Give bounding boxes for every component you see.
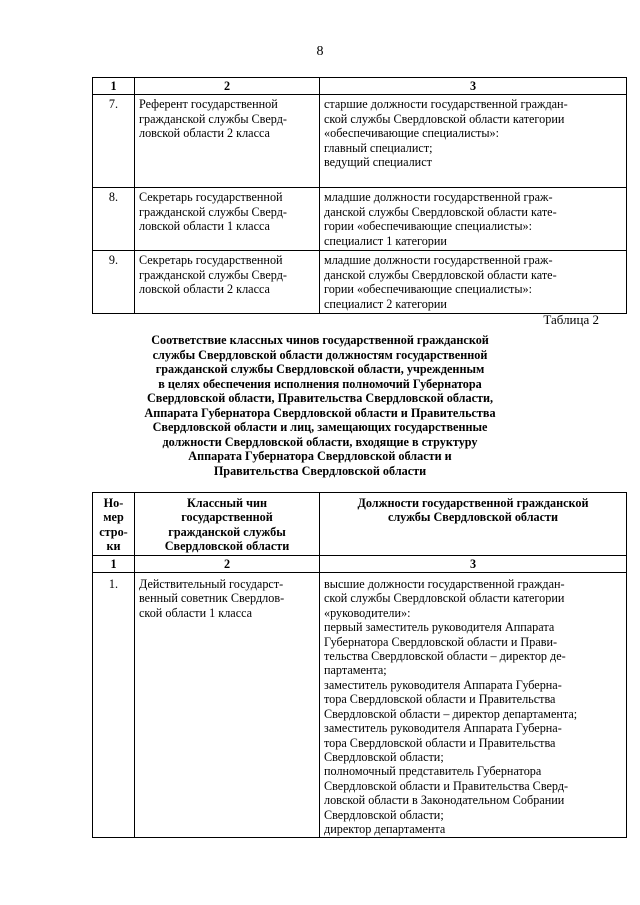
heading-line: должности Свердловской области, входящие в структуру (162, 434, 478, 449)
text-line: службы Свердловской области (387, 510, 559, 525)
heading-line: службы Свердловской области должностям государственной (152, 347, 488, 362)
text-line: ловской области 1 класса (139, 219, 270, 234)
column-number: 1 (93, 555, 135, 572)
positions-cell (320, 573, 627, 838)
row-number: 8. (93, 188, 135, 251)
text-line: директор департамента (324, 821, 446, 836)
text-line: гражданской службы Сверд- (139, 204, 287, 219)
text-line: заместитель руководителя Аппарата Губерна- (324, 721, 562, 736)
text-line: данской службы Свердловской области кате- (324, 267, 557, 282)
positions-cell (320, 251, 627, 314)
heading-line: Аппарата Губернатора Свердловской области и (188, 449, 452, 463)
text-line: ской области 1 класса (139, 605, 253, 620)
text-line: ской службы Свердловской области категории (324, 591, 565, 606)
column-number-row (93, 555, 627, 572)
row-number: 7. (93, 95, 135, 188)
text-line: мер (103, 510, 124, 525)
table-row (93, 188, 627, 251)
heading-line: Соответствие классных чинов государственной гражданской (151, 333, 489, 347)
text-line: Свердловской области; (324, 749, 444, 764)
text-line: «руководители»: (324, 605, 411, 620)
heading-line: Аппарата Губернатора Свердловской области и Правительства (144, 405, 496, 420)
text-line: специалист 1 категории (324, 233, 447, 248)
header-cell-positions (320, 493, 627, 556)
positions-cell (320, 188, 627, 251)
heading-line: Свердловской области и лиц, замещающих государственные (152, 420, 488, 434)
text-line: первый заместитель руководителя Аппарата (324, 620, 555, 635)
text-line: тора Свердловской области и Правительства (324, 692, 556, 707)
column-number: 1 (93, 78, 135, 95)
ranks-table-2 (92, 492, 627, 838)
text-line: младшие должности государственной граж- (324, 190, 553, 205)
text-line: Секретарь государственной (139, 190, 283, 205)
text-line: ской службы Свердловской области категории (324, 111, 565, 126)
heading-line: в целях обеспечения исполнения полномочий Губернатора (158, 376, 482, 391)
ranks-table-continued (92, 77, 627, 314)
text-line: государственной (181, 510, 273, 525)
text-line: ловской области 2 класса (139, 282, 270, 297)
text-line: ведущий специалист (324, 155, 432, 170)
positions-cell (320, 95, 627, 188)
text-line: высшие должности государственной граждан- (324, 577, 565, 592)
rank-cell (135, 251, 320, 314)
page-number: 8 (316, 44, 324, 59)
text-line: Секретарь государственной (139, 253, 283, 268)
header-row (93, 493, 627, 556)
text-line: тора Свердловской области и Правительства (324, 735, 556, 750)
text-line: гории «обеспечивающие специалисты»: (324, 219, 532, 234)
heading-line: Свердловской области, Правительства Свердловской области, (146, 391, 494, 405)
text-line: стро- (99, 524, 128, 539)
column-number: 3 (320, 78, 627, 95)
column-number: 2 (135, 555, 320, 572)
text-line: заместитель руководителя Аппарата Губерна- (324, 677, 562, 692)
text-line: Губернатора Свердловской области и Прави- (324, 634, 558, 649)
text-line: главный специалист; (324, 140, 433, 155)
column-number: 2 (135, 78, 320, 95)
text-line: ловской области 2 класса (139, 126, 270, 141)
text-line: Классный чин (186, 496, 268, 510)
heading-line: Правительства Свердловской области (213, 463, 427, 478)
text-line: Но- (103, 496, 124, 510)
header-cell-number (93, 493, 135, 556)
text-line: гражданской службы (168, 524, 286, 539)
text-line: полномочный представитель Губернатора (324, 764, 542, 779)
table-row (93, 251, 627, 314)
text-line: «обеспечивающие специалисты»: (324, 126, 500, 141)
text-line: специалист 2 категории (324, 296, 447, 311)
table-row (93, 573, 627, 838)
text-line: тельства Свердловской области – директор де- (324, 649, 566, 664)
text-line: Референт государственной (139, 97, 278, 112)
text-line: ки (106, 539, 121, 554)
text-line: Действительный государст- (139, 577, 284, 592)
text-line: Свердловской области (164, 539, 290, 554)
text-line: партамента; (324, 663, 387, 678)
rank-cell (135, 95, 320, 188)
rank-cell (135, 188, 320, 251)
text-line: гражданской службы Сверд- (139, 111, 287, 126)
table-label: Таблица 2 (543, 312, 599, 327)
column-number-row (93, 78, 627, 95)
text-line: данской службы Свердловской области кате- (324, 204, 557, 219)
text-line: Свердловской области – директор департамента; (324, 706, 578, 721)
row-number: 9. (93, 251, 135, 314)
text-line: Должности государственной гражданской (357, 496, 589, 510)
text-line: гории «обеспечивающие специалисты»: (324, 282, 532, 297)
table-row (93, 95, 627, 188)
text-line: гражданской службы Сверд- (139, 267, 287, 282)
text-line: Свердловской области; (324, 807, 444, 822)
table-heading (120, 333, 520, 478)
text-line: старшие должности государственной граждан- (324, 97, 568, 112)
rank-cell (135, 573, 320, 838)
column-number: 3 (320, 555, 627, 572)
text-line: Свердловской области и Правительства Сверд- (324, 778, 569, 793)
row-number: 1. (93, 573, 135, 838)
header-cell-rank (135, 493, 320, 556)
text-line: младшие должности государственной граж- (324, 253, 553, 268)
heading-line: гражданской службы Свердловской области, учрежденным (155, 362, 485, 376)
text-line: венный советник Свердлов- (139, 591, 285, 606)
text-line: ловской области в Законодательном Собрании (324, 793, 565, 808)
